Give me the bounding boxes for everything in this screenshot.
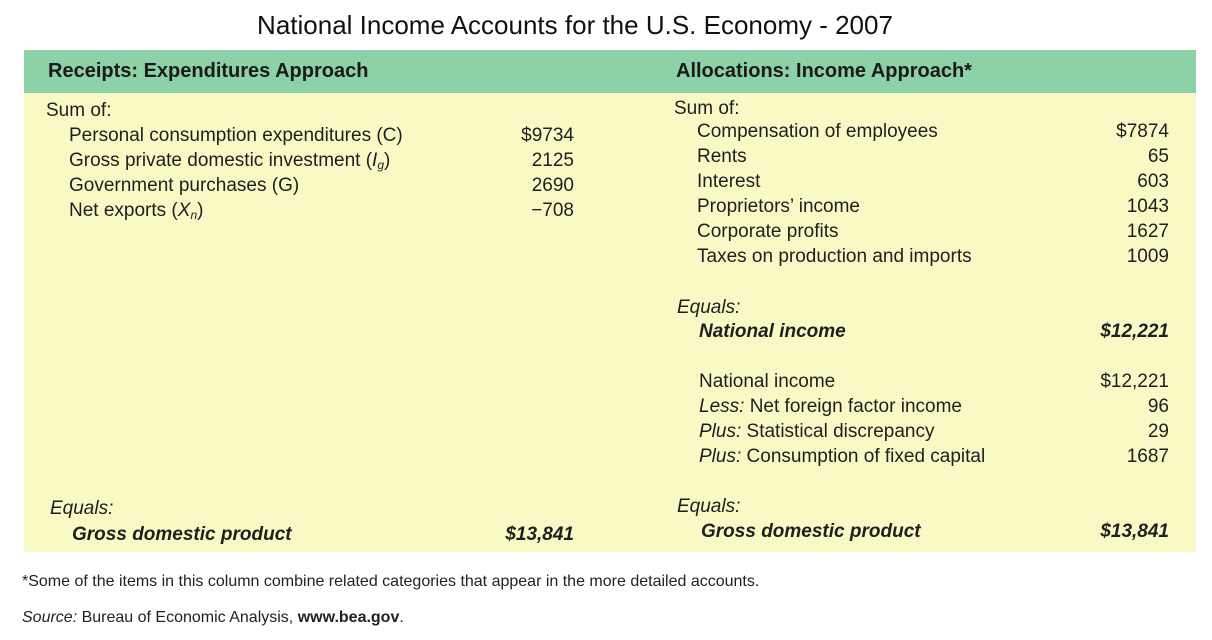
symbol: X [177, 200, 191, 221]
adj-fixed-capital-value: 1687 [1126, 446, 1169, 467]
item-label: Gross private domestic investment ( [69, 150, 373, 171]
source-line [22, 609, 404, 627]
right-item-taxes-value: 1009 [1126, 246, 1169, 267]
left-item-investment-value: 2125 [531, 150, 574, 171]
left-item-government [69, 175, 299, 197]
adj-label: Consumption of fixed capital [741, 446, 986, 467]
right-item-rents-value: 65 [1147, 146, 1169, 167]
left-item-government-value: 2690 [531, 175, 574, 196]
left-equals: Equals: [50, 498, 114, 519]
accounts-panel [24, 50, 1196, 552]
adj-label: Net foreign factor income [744, 396, 962, 417]
adj-prefix: Less: [699, 396, 745, 417]
right-item-compensation-value: $7874 [1116, 121, 1169, 142]
left-item-consumption-value: $9734 [521, 125, 574, 146]
right-item-taxes: Taxes on production and imports [697, 246, 972, 267]
right-equals-2: Equals: [677, 496, 741, 517]
source-text: Bureau of Economic Analysis, [77, 609, 298, 626]
adj-label: Statistical discrepancy [741, 421, 935, 442]
right-item-proprietors: Proprietors’ income [697, 196, 860, 217]
right-gdp-label: Gross domestic product [701, 521, 921, 542]
item-label: Government purchases (G) [69, 175, 300, 196]
right-item-interest: Interest [697, 171, 761, 192]
item-label: Personal consumption expenditures (C) [69, 125, 403, 146]
adj-national-income-value: $12,221 [1100, 371, 1169, 392]
left-header: Receipts: Expenditures Approach [48, 60, 369, 82]
left-item-net-exports-value: −708 [531, 200, 574, 221]
left-item-investment [69, 150, 390, 172]
left-gdp-value: $13,841 [505, 524, 574, 545]
right-equals-1: Equals: [677, 297, 741, 318]
subscript: n [190, 208, 198, 222]
source-link[interactable]: www.bea.gov [297, 609, 400, 626]
item-label: Net exports ( [69, 200, 178, 221]
adj-net-foreign [699, 396, 962, 418]
left-item-consumption [69, 125, 403, 147]
subscript: g [377, 158, 385, 172]
adj-net-foreign-value: 96 [1147, 396, 1169, 417]
right-item-proprietors-value: 1043 [1126, 196, 1169, 217]
right-item-rents: Rents [697, 146, 747, 167]
adj-national-income [699, 371, 835, 393]
item-label-end: ) [384, 150, 391, 171]
left-gdp-label: Gross domestic product [72, 524, 292, 545]
adj-statistical-value: 29 [1147, 421, 1169, 442]
right-header: Allocations: Income Approach* [676, 60, 972, 82]
national-income-label: National income [699, 321, 846, 342]
adj-statistical [699, 421, 935, 443]
adj-label: National income [699, 371, 836, 392]
national-income-value: $12,221 [1100, 321, 1169, 342]
right-sum-of: Sum of: [674, 98, 740, 119]
adj-fixed-capital [699, 446, 985, 468]
right-item-compensation: Compensation of employees [697, 121, 938, 142]
page-title: National Income Accounts for the U.S. Economy - 2007 [257, 10, 893, 40]
footnote: *Some of the items in this column combine related categories that appear in the more detailed accounts. [22, 573, 760, 590]
source-label: Source: [22, 609, 78, 626]
panel-header [24, 50, 1196, 93]
source-end: . [399, 609, 404, 626]
left-item-net-exports [69, 200, 203, 222]
adj-prefix: Plus: [699, 446, 742, 467]
right-gdp-value: $13,841 [1100, 521, 1169, 542]
adj-prefix: Plus: [699, 421, 742, 442]
right-item-corporate-value: 1627 [1126, 221, 1169, 242]
right-item-interest-value: 603 [1137, 171, 1169, 192]
left-sum-of: Sum of: [46, 100, 112, 121]
right-item-corporate: Corporate profits [697, 221, 839, 242]
symbol: I [372, 150, 378, 171]
item-label-end: ) [197, 200, 204, 221]
